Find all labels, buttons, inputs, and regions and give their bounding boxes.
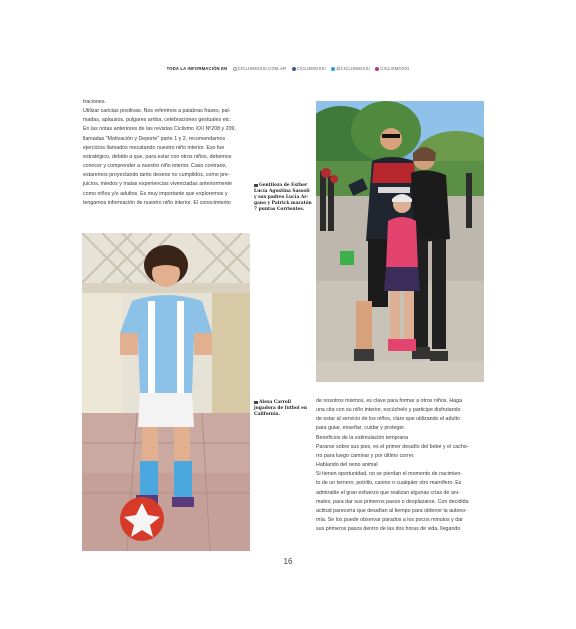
- header-link-facebook[interactable]: CICLISMOXXI: [296, 66, 326, 71]
- caption-text: Alexa Carroll: [259, 400, 292, 405]
- caption-line: [254, 207, 312, 213]
- left-column-line: estratégico, debido a que, para estar con otros niños, debemos: [83, 153, 232, 160]
- right-column-line: Si tienen oportunidad, no se pierdan el momento de nacimien-: [316, 471, 463, 478]
- caption-text: California.: [254, 412, 281, 417]
- left-column-line: juicios, miedos y malas experiencias vivenciadas anteriormente: [83, 181, 232, 188]
- header-link-web[interactable]: CICLISMOXXI.COM.AR: [237, 66, 287, 71]
- left-column-text: [83, 98, 236, 208]
- right-column-text: [316, 397, 469, 534]
- left-column-line: madas, aplausos, pulgares arriba, celebraciones gestuales etc.: [83, 117, 232, 124]
- left-column-line: traciones.: [83, 99, 106, 105]
- girl-photo-caption: [254, 400, 307, 418]
- right-column-line: para guiar, enseñar, cuidar y proteger.: [316, 425, 406, 432]
- header-link-instagram[interactable]: CICLISMOXXI: [380, 66, 410, 71]
- left-column-line: como niños y/o adultos. Es muy importante que exploremos y: [83, 190, 228, 197]
- caption-text: Gentileza de Esther: [259, 183, 308, 188]
- left-column-line: Utilizar caricias positivas. Nos referimos a palabras frases, pal-: [83, 108, 231, 115]
- right-column-line: de nosotros mismos, es clave para formar a otros niños. Haga: [316, 398, 463, 404]
- left-column-line: tengamos información de nuestro niño interior. El conocimiento: [83, 199, 231, 206]
- left-column-line: ejercicios llamados rescatando nuestro niño interior. Eso fue: [83, 144, 225, 151]
- caption-line: [254, 412, 307, 418]
- page-number: 16: [283, 557, 293, 566]
- right-column-line: actitud parecería que desafían al tiempo para obtener la autono-: [316, 507, 468, 514]
- camera-icon: [254, 184, 258, 187]
- right-column-line: una cita con su niño interior, escúchelo y participe disfrutando: [316, 407, 461, 414]
- caption-text: 7 puntas Corrientes.: [254, 207, 305, 212]
- family-photo-illustration: [316, 101, 484, 382]
- caption-text: y sus padres Lucía Ar-: [254, 195, 309, 200]
- header-link-twitter[interactable]: @CICLISMOXXI: [336, 66, 370, 71]
- right-column-line: Pararse sobre sus pies, es el primer desafío del bebé y el cacho-: [316, 443, 469, 450]
- left-column-line: conocer y comprender a nuestro niño interior. Caso contrario,: [83, 163, 227, 170]
- girl-photo: [82, 233, 250, 551]
- family-photo-caption: [254, 183, 312, 213]
- right-column-line: de estar al servicio de los niños, claro que utilizando el adulto: [316, 416, 460, 423]
- left-column-line: estaremos proyectando tanto deseos no cumplidos, como pre-: [83, 172, 230, 179]
- family-photo: [316, 101, 484, 382]
- right-column-line: sus primeros pasos dentro de las dos horas de vida, llegando: [316, 526, 461, 533]
- right-column-line: rro para luego caminar y por último correr.: [316, 452, 415, 459]
- right-column-line: mía. Se los puede observar parados a los pocos minutos y dar: [316, 517, 463, 524]
- camera-icon: [254, 401, 258, 404]
- right-column-line: to de un ternero, potrillo, canino o cualquier otro mamífero. Es: [316, 480, 462, 487]
- right-column-line: males, para dar sus primeros pasos o desplazarse. Con decidida: [316, 498, 469, 505]
- right-column-line: Beneficios de la estimulación temprana: [316, 434, 409, 441]
- twitter-icon: [331, 67, 335, 71]
- right-column-line: admirable el gran esfuerzo que realizan algunas crías de ani-: [316, 489, 460, 496]
- instagram-icon: [375, 67, 379, 71]
- left-column-line: En las notas anteriores de las revistas Ciclismo XXI Nº208 y 209,: [83, 126, 236, 133]
- facebook-icon: [292, 67, 296, 71]
- left-column-line: llamadas "Motivación y Deporte" parte 1 y 2, recomendamos: [83, 135, 226, 142]
- page-header: [0, 66, 576, 71]
- caption-text: jugadora de futbol en: [254, 406, 308, 411]
- girl-photo-illustration: [82, 233, 250, 551]
- caption-text: gano y Patrick maratón: [254, 201, 312, 206]
- header-prefix: TODA LA INFORMACIÓN EN: [166, 66, 228, 71]
- globe-icon: [233, 67, 237, 71]
- right-column-line: Hablando del reino animal: [316, 462, 378, 469]
- caption-text: Lucía Agustina Sassoli: [254, 189, 310, 194]
